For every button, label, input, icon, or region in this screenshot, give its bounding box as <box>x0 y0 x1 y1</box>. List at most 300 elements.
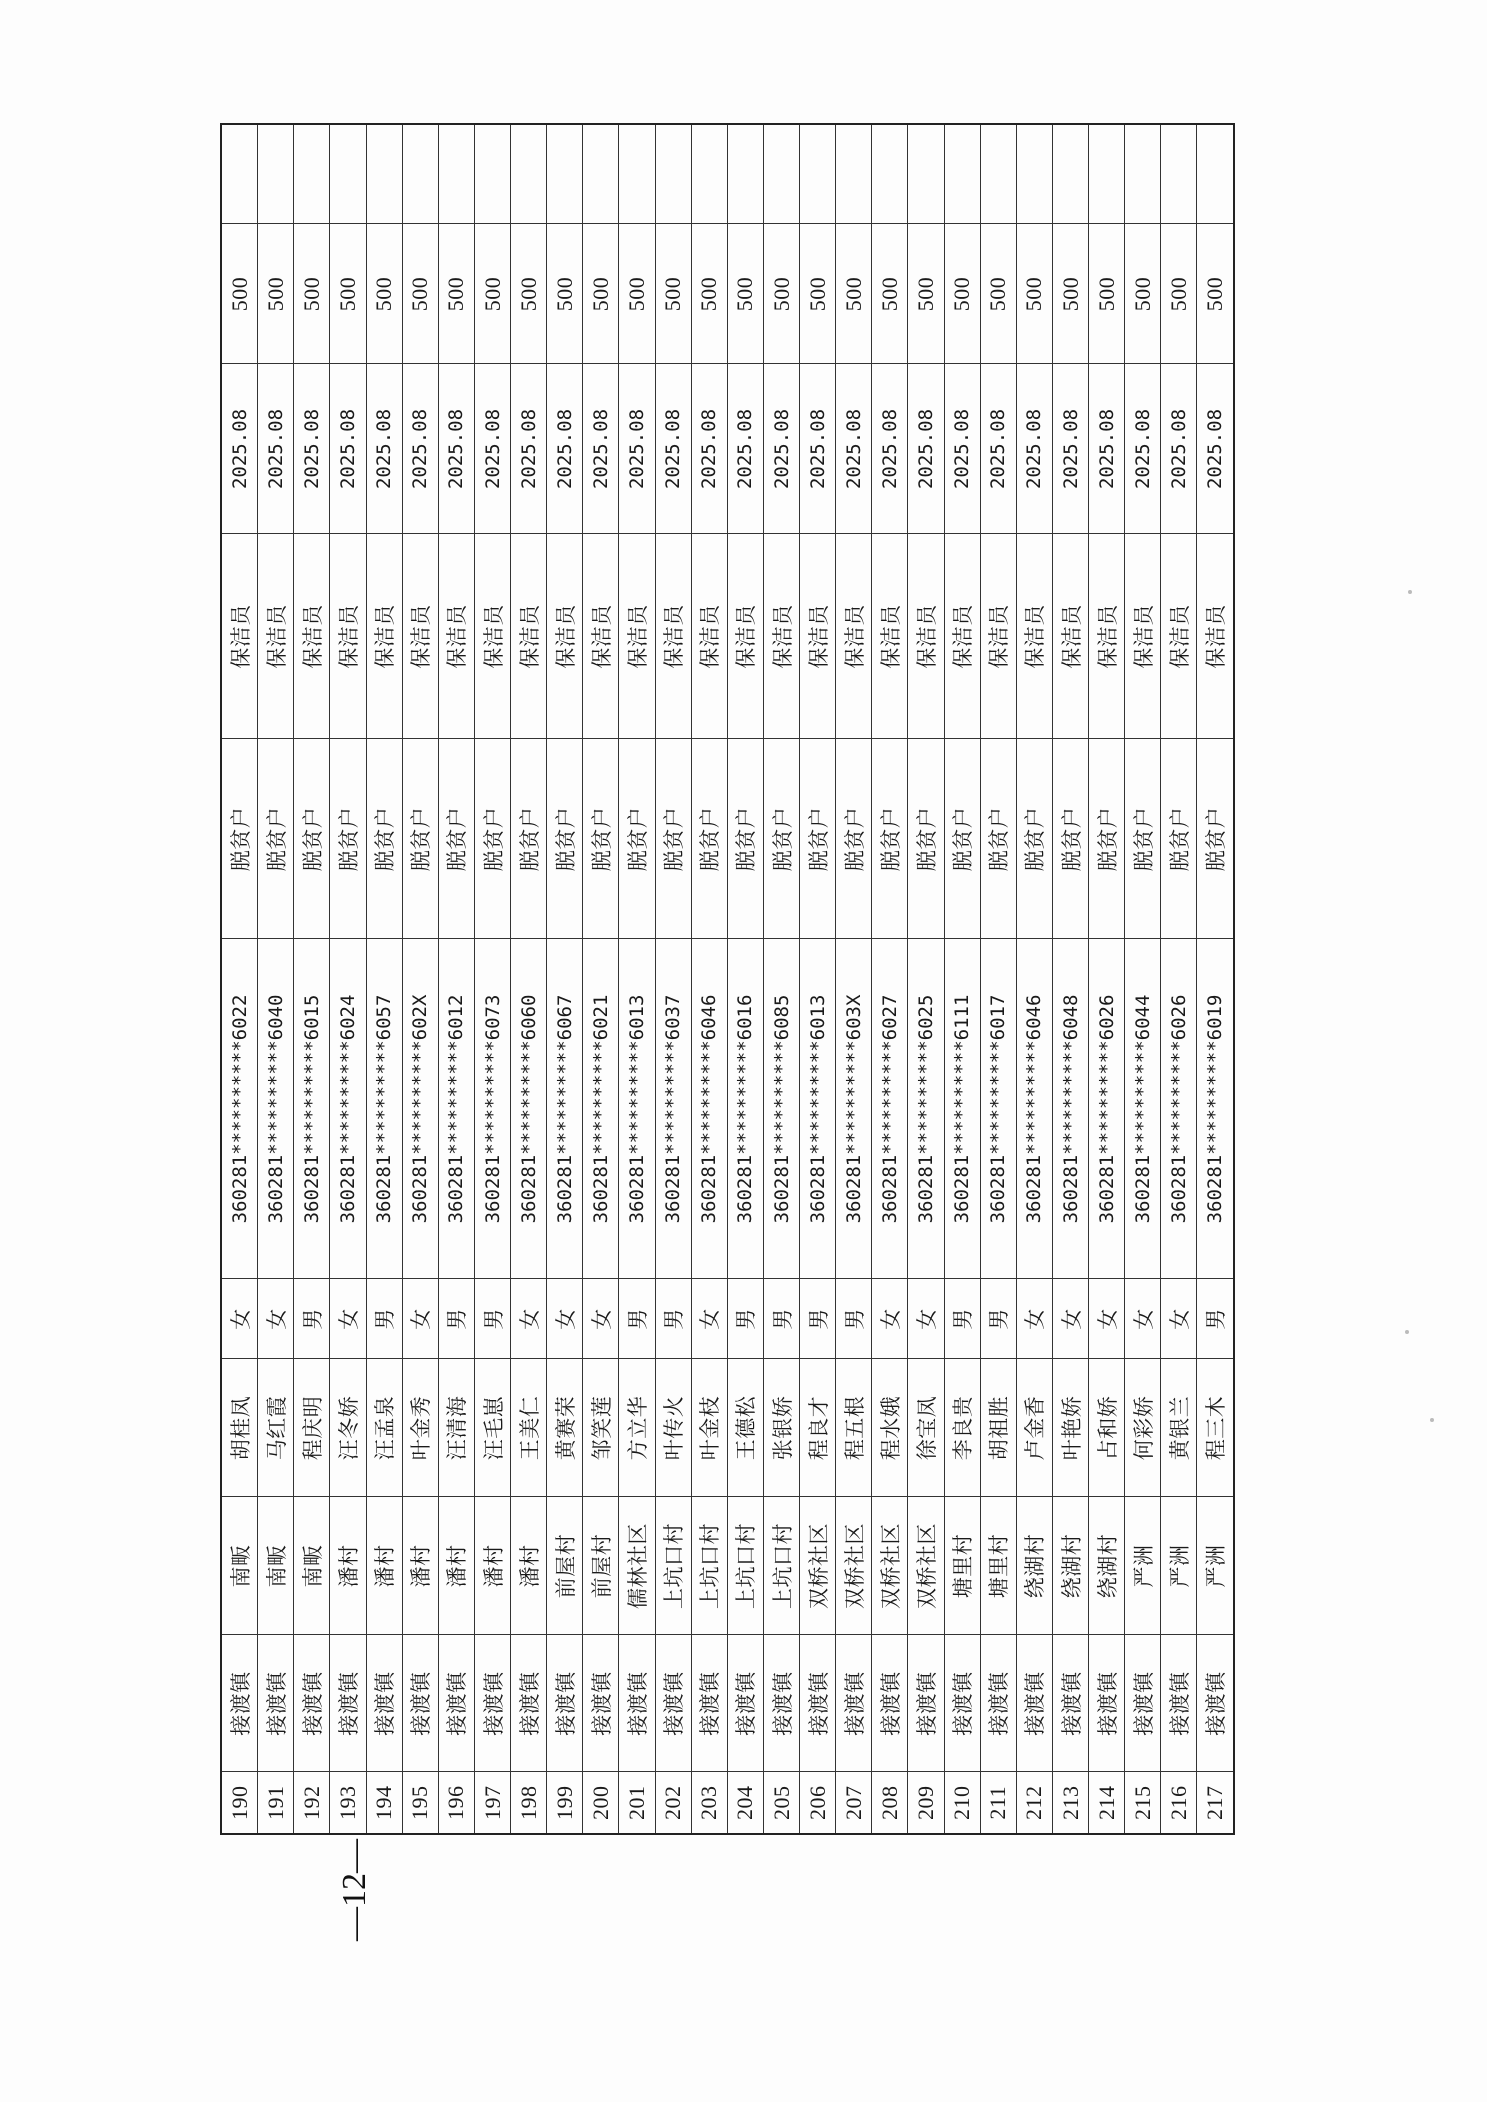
cell-id-number: 360281**********602X <box>402 939 438 1279</box>
cell-town: 接渡镇 <box>366 1635 402 1772</box>
table-row <box>691 124 727 1834</box>
cell-name: 叶艳娇 <box>1052 1359 1088 1497</box>
cell-town: 接渡镇 <box>691 1635 727 1772</box>
cell-amount: 500 <box>438 224 474 364</box>
cell-village: 双桥社区 <box>908 1497 944 1635</box>
cell-gender: 男 <box>980 1279 1016 1359</box>
cell-category: 脱贫户 <box>330 739 366 939</box>
cell-village: 潘村 <box>366 1497 402 1635</box>
cell-category: 脱贫户 <box>980 739 1016 939</box>
cell-blank <box>583 124 619 224</box>
cell-name: 叶传火 <box>655 1359 691 1497</box>
cell-date: 2025.08 <box>583 364 619 534</box>
cell-name: 汪冬娇 <box>330 1359 366 1497</box>
cell-name: 胡桂凤 <box>221 1359 258 1497</box>
cell-amount: 500 <box>1161 224 1197 364</box>
cell-town: 接渡镇 <box>836 1635 872 1772</box>
cell-village: 潘村 <box>511 1497 547 1635</box>
cell-post: 保洁员 <box>1197 534 1234 739</box>
cell-category: 脱贫户 <box>1016 739 1052 939</box>
cell-date: 2025.08 <box>980 364 1016 534</box>
cell-id-number: 360281**********6022 <box>221 939 258 1279</box>
roster-table <box>220 123 1235 1835</box>
cell-category: 脱贫户 <box>258 739 294 939</box>
cell-amount: 500 <box>294 224 330 364</box>
cell-village: 潘村 <box>438 1497 474 1635</box>
cell-town: 接渡镇 <box>438 1635 474 1772</box>
cell-no: 212 <box>1016 1772 1052 1834</box>
cell-post: 保洁员 <box>583 534 619 739</box>
cell-no: 194 <box>366 1772 402 1834</box>
cell-id-number: 360281**********6057 <box>366 939 402 1279</box>
cell-gender: 男 <box>474 1279 510 1359</box>
cell-town: 接渡镇 <box>800 1635 836 1772</box>
cell-date: 2025.08 <box>655 364 691 534</box>
cell-village: 严洲 <box>1125 1497 1161 1635</box>
cell-town: 接渡镇 <box>1089 1635 1125 1772</box>
cell-date: 2025.08 <box>836 364 872 534</box>
cell-name: 李良贵 <box>944 1359 980 1497</box>
cell-id-number: 360281**********6048 <box>1052 939 1088 1279</box>
cell-no: 198 <box>511 1772 547 1834</box>
cell-name: 王美仁 <box>511 1359 547 1497</box>
cell-no: 211 <box>980 1772 1016 1834</box>
cell-no: 213 <box>1052 1772 1088 1834</box>
cell-name: 卢金香 <box>1016 1359 1052 1497</box>
cell-gender: 男 <box>727 1279 763 1359</box>
cell-post: 保洁员 <box>474 534 510 739</box>
cell-name: 何彩娇 <box>1125 1359 1161 1497</box>
cell-no: 210 <box>944 1772 980 1834</box>
table-row <box>402 124 438 1834</box>
cell-amount: 500 <box>221 224 258 364</box>
cell-blank <box>1016 124 1052 224</box>
cell-amount: 500 <box>691 224 727 364</box>
cell-village: 塘里村 <box>980 1497 1016 1635</box>
cell-id-number: 360281**********6060 <box>511 939 547 1279</box>
cell-gender: 男 <box>944 1279 980 1359</box>
cell-amount: 500 <box>402 224 438 364</box>
cell-blank <box>908 124 944 224</box>
cell-category: 脱贫户 <box>727 739 763 939</box>
cell-date: 2025.08 <box>908 364 944 534</box>
cell-name: 程良才 <box>800 1359 836 1497</box>
cell-amount: 500 <box>547 224 583 364</box>
cell-village: 塘里村 <box>944 1497 980 1635</box>
cell-category: 脱贫户 <box>438 739 474 939</box>
cell-town: 接渡镇 <box>1052 1635 1088 1772</box>
cell-post: 保洁员 <box>763 534 799 739</box>
cell-category: 脱贫户 <box>908 739 944 939</box>
cell-town: 接渡镇 <box>655 1635 691 1772</box>
cell-blank <box>1161 124 1197 224</box>
cell-category: 脱贫户 <box>1125 739 1161 939</box>
cell-no: 190 <box>221 1772 258 1834</box>
cell-amount: 500 <box>583 224 619 364</box>
page-number-text: —12— <box>336 1839 373 1941</box>
cell-post: 保洁员 <box>727 534 763 739</box>
cell-id-number: 360281**********6046 <box>691 939 727 1279</box>
cell-post: 保洁员 <box>330 534 366 739</box>
cell-no: 217 <box>1197 1772 1234 1834</box>
cell-date: 2025.08 <box>402 364 438 534</box>
cell-no: 205 <box>763 1772 799 1834</box>
cell-town: 接渡镇 <box>908 1635 944 1772</box>
cell-town: 接渡镇 <box>402 1635 438 1772</box>
cell-id-number: 360281**********603X <box>836 939 872 1279</box>
table-row <box>944 124 980 1834</box>
cell-id-number: 360281**********6026 <box>1161 939 1197 1279</box>
cell-date: 2025.08 <box>691 364 727 534</box>
cell-post: 保洁员 <box>1125 534 1161 739</box>
cell-post: 保洁员 <box>438 534 474 739</box>
cell-town: 接渡镇 <box>944 1635 980 1772</box>
cell-post: 保洁员 <box>619 534 655 739</box>
cell-gender: 女 <box>547 1279 583 1359</box>
roster-table-body <box>221 124 1234 1834</box>
cell-id-number: 360281**********6046 <box>1016 939 1052 1279</box>
cell-amount: 500 <box>944 224 980 364</box>
cell-amount: 500 <box>727 224 763 364</box>
cell-blank <box>872 124 908 224</box>
cell-amount: 500 <box>511 224 547 364</box>
cell-town: 接渡镇 <box>258 1635 294 1772</box>
cell-no: 200 <box>583 1772 619 1834</box>
cell-id-number: 360281**********6040 <box>258 939 294 1279</box>
table-row <box>221 124 258 1834</box>
cell-name: 王德松 <box>727 1359 763 1497</box>
cell-post: 保洁员 <box>1016 534 1052 739</box>
cell-town: 接渡镇 <box>294 1635 330 1772</box>
cell-post: 保洁员 <box>1089 534 1125 739</box>
cell-amount: 500 <box>1197 224 1234 364</box>
rotated-table-wrapper <box>220 125 1235 1835</box>
cell-id-number: 360281**********6019 <box>1197 939 1234 1279</box>
cell-amount: 500 <box>474 224 510 364</box>
cell-blank <box>619 124 655 224</box>
cell-village: 潘村 <box>474 1497 510 1635</box>
cell-blank <box>511 124 547 224</box>
cell-category: 脱贫户 <box>836 739 872 939</box>
cell-blank <box>258 124 294 224</box>
cell-village: 双桥社区 <box>800 1497 836 1635</box>
cell-no: 195 <box>402 1772 438 1834</box>
cell-name: 程庆明 <box>294 1359 330 1497</box>
cell-town: 接渡镇 <box>1197 1635 1234 1772</box>
cell-blank <box>438 124 474 224</box>
cell-category: 脱贫户 <box>294 739 330 939</box>
table-row <box>366 124 402 1834</box>
table-row <box>980 124 1016 1834</box>
cell-blank <box>366 124 402 224</box>
cell-gender: 女 <box>1052 1279 1088 1359</box>
cell-gender: 男 <box>800 1279 836 1359</box>
cell-date: 2025.08 <box>330 364 366 534</box>
cell-village: 上坑口村 <box>655 1497 691 1635</box>
cell-gender: 男 <box>836 1279 872 1359</box>
cell-name: 叶金枝 <box>691 1359 727 1497</box>
cell-category: 脱贫户 <box>366 739 402 939</box>
cell-gender: 男 <box>1197 1279 1234 1359</box>
cell-date: 2025.08 <box>366 364 402 534</box>
cell-category: 脱贫户 <box>1197 739 1234 939</box>
table-row <box>872 124 908 1834</box>
table-row <box>294 124 330 1834</box>
cell-blank <box>980 124 1016 224</box>
cell-no: 207 <box>836 1772 872 1834</box>
cell-gender: 女 <box>1016 1279 1052 1359</box>
cell-no: 214 <box>1089 1772 1125 1834</box>
cell-village: 双桥社区 <box>872 1497 908 1635</box>
cell-no: 203 <box>691 1772 727 1834</box>
cell-id-number: 360281**********6026 <box>1089 939 1125 1279</box>
cell-id-number: 360281**********6013 <box>619 939 655 1279</box>
cell-id-number: 360281**********6025 <box>908 939 944 1279</box>
cell-name: 汪孟泉 <box>366 1359 402 1497</box>
table-row <box>727 124 763 1834</box>
cell-date: 2025.08 <box>727 364 763 534</box>
cell-gender: 女 <box>221 1279 258 1359</box>
cell-id-number: 360281**********6021 <box>583 939 619 1279</box>
cell-date: 2025.08 <box>258 364 294 534</box>
table-row <box>511 124 547 1834</box>
table-row <box>258 124 294 1834</box>
cell-id-number: 360281**********6013 <box>800 939 836 1279</box>
cell-no: 209 <box>908 1772 944 1834</box>
cell-no: 215 <box>1125 1772 1161 1834</box>
cell-blank <box>474 124 510 224</box>
cell-town: 接渡镇 <box>727 1635 763 1772</box>
cell-name: 程五根 <box>836 1359 872 1497</box>
cell-post: 保洁员 <box>511 534 547 739</box>
cell-gender: 女 <box>583 1279 619 1359</box>
cell-date: 2025.08 <box>294 364 330 534</box>
cell-gender: 男 <box>438 1279 474 1359</box>
cell-post: 保洁员 <box>980 534 1016 739</box>
scan-speck <box>1430 1418 1434 1422</box>
cell-village: 潘村 <box>330 1497 366 1635</box>
cell-village: 潘村 <box>402 1497 438 1635</box>
cell-date: 2025.08 <box>944 364 980 534</box>
cell-post: 保洁员 <box>944 534 980 739</box>
cell-id-number: 360281**********6017 <box>980 939 1016 1279</box>
cell-id-number: 360281**********6015 <box>294 939 330 1279</box>
cell-gender: 男 <box>294 1279 330 1359</box>
cell-town: 接渡镇 <box>980 1635 1016 1772</box>
cell-id-number: 360281**********6016 <box>727 939 763 1279</box>
cell-category: 脱贫户 <box>402 739 438 939</box>
cell-blank <box>547 124 583 224</box>
cell-blank <box>402 124 438 224</box>
cell-town: 接渡镇 <box>1016 1635 1052 1772</box>
table-row <box>1016 124 1052 1834</box>
cell-no: 193 <box>330 1772 366 1834</box>
cell-no: 208 <box>872 1772 908 1834</box>
cell-gender: 女 <box>1161 1279 1197 1359</box>
cell-id-number: 360281**********6027 <box>872 939 908 1279</box>
cell-blank <box>294 124 330 224</box>
cell-id-number: 360281**********6012 <box>438 939 474 1279</box>
cell-date: 2025.08 <box>619 364 655 534</box>
cell-no: 192 <box>294 1772 330 1834</box>
cell-category: 脱贫户 <box>800 739 836 939</box>
table-row <box>1089 124 1125 1834</box>
cell-category: 脱贫户 <box>763 739 799 939</box>
cell-blank <box>691 124 727 224</box>
scan-speck <box>1408 590 1412 594</box>
cell-name: 程水娥 <box>872 1359 908 1497</box>
cell-category: 脱贫户 <box>691 739 727 939</box>
cell-amount: 500 <box>908 224 944 364</box>
cell-id-number: 360281**********6073 <box>474 939 510 1279</box>
table-row <box>330 124 366 1834</box>
cell-village: 双桥社区 <box>836 1497 872 1635</box>
cell-name: 程三木 <box>1197 1359 1234 1497</box>
cell-name: 马红霞 <box>258 1359 294 1497</box>
cell-amount: 500 <box>1089 224 1125 364</box>
cell-category: 脱贫户 <box>944 739 980 939</box>
cell-amount: 500 <box>763 224 799 364</box>
cell-post: 保洁员 <box>836 534 872 739</box>
cell-blank <box>330 124 366 224</box>
cell-amount: 500 <box>655 224 691 364</box>
cell-id-number: 360281**********6111 <box>944 939 980 1279</box>
cell-no: 204 <box>727 1772 763 1834</box>
cell-date: 2025.08 <box>511 364 547 534</box>
scan-speck <box>1405 1330 1409 1334</box>
cell-post: 保洁员 <box>221 534 258 739</box>
table-row <box>908 124 944 1834</box>
cell-post: 保洁员 <box>1052 534 1088 739</box>
cell-no: 196 <box>438 1772 474 1834</box>
cell-gender: 女 <box>872 1279 908 1359</box>
cell-post: 保洁员 <box>872 534 908 739</box>
cell-name: 占和娇 <box>1089 1359 1125 1497</box>
cell-village: 绕湖村 <box>1089 1497 1125 1635</box>
cell-town: 接渡镇 <box>221 1635 258 1772</box>
cell-gender: 女 <box>691 1279 727 1359</box>
cell-gender: 女 <box>258 1279 294 1359</box>
cell-id-number: 360281**********6024 <box>330 939 366 1279</box>
cell-gender: 男 <box>366 1279 402 1359</box>
cell-date: 2025.08 <box>1125 364 1161 534</box>
table-row <box>1125 124 1161 1834</box>
cell-town: 接渡镇 <box>511 1635 547 1772</box>
table-row <box>619 124 655 1834</box>
cell-amount: 500 <box>330 224 366 364</box>
cell-village: 儒林社区 <box>619 1497 655 1635</box>
cell-name: 汪清海 <box>438 1359 474 1497</box>
cell-gender: 女 <box>1125 1279 1161 1359</box>
cell-gender: 男 <box>619 1279 655 1359</box>
cell-id-number: 360281**********6067 <box>547 939 583 1279</box>
cell-post: 保洁员 <box>402 534 438 739</box>
cell-gender: 女 <box>1089 1279 1125 1359</box>
cell-post: 保洁员 <box>691 534 727 739</box>
cell-amount: 500 <box>366 224 402 364</box>
cell-category: 脱贫户 <box>1052 739 1088 939</box>
cell-amount: 500 <box>980 224 1016 364</box>
cell-village: 严洲 <box>1161 1497 1197 1635</box>
cell-amount: 500 <box>836 224 872 364</box>
cell-id-number: 360281**********6085 <box>763 939 799 1279</box>
cell-date: 2025.08 <box>1052 364 1088 534</box>
cell-town: 接渡镇 <box>763 1635 799 1772</box>
cell-blank <box>1089 124 1125 224</box>
cell-date: 2025.08 <box>872 364 908 534</box>
cell-post: 保洁员 <box>655 534 691 739</box>
cell-name: 叶金秀 <box>402 1359 438 1497</box>
cell-name: 黄赛荣 <box>547 1359 583 1497</box>
cell-post: 保洁员 <box>908 534 944 739</box>
cell-date: 2025.08 <box>438 364 474 534</box>
cell-village: 南畈 <box>294 1497 330 1635</box>
table-row <box>800 124 836 1834</box>
cell-village: 南畈 <box>258 1497 294 1635</box>
cell-amount: 500 <box>800 224 836 364</box>
cell-name: 邹笑莲 <box>583 1359 619 1497</box>
cell-blank <box>944 124 980 224</box>
cell-gender: 女 <box>511 1279 547 1359</box>
cell-no: 202 <box>655 1772 691 1834</box>
cell-amount: 500 <box>1125 224 1161 364</box>
cell-category: 脱贫户 <box>655 739 691 939</box>
cell-town: 接渡镇 <box>1125 1635 1161 1772</box>
cell-name: 黄银兰 <box>1161 1359 1197 1497</box>
cell-id-number: 360281**********6044 <box>1125 939 1161 1279</box>
cell-town: 接渡镇 <box>330 1635 366 1772</box>
page-number <box>335 1830 375 1950</box>
cell-amount: 500 <box>1052 224 1088 364</box>
cell-village: 绕湖村 <box>1016 1497 1052 1635</box>
cell-gender: 女 <box>908 1279 944 1359</box>
cell-gender: 女 <box>402 1279 438 1359</box>
cell-name: 胡祖胜 <box>980 1359 1016 1497</box>
table-row <box>1161 124 1197 1834</box>
table-row <box>438 124 474 1834</box>
table-row <box>836 124 872 1834</box>
cell-blank <box>800 124 836 224</box>
cell-date: 2025.08 <box>547 364 583 534</box>
cell-post: 保洁员 <box>1161 534 1197 739</box>
cell-town: 接渡镇 <box>474 1635 510 1772</box>
cell-village: 上坑口村 <box>763 1497 799 1635</box>
cell-village: 前屋村 <box>547 1497 583 1635</box>
cell-post: 保洁员 <box>366 534 402 739</box>
cell-date: 2025.08 <box>1016 364 1052 534</box>
cell-gender: 男 <box>763 1279 799 1359</box>
cell-village: 南畈 <box>221 1497 258 1635</box>
cell-village: 前屋村 <box>583 1497 619 1635</box>
cell-amount: 500 <box>258 224 294 364</box>
table-row <box>763 124 799 1834</box>
cell-name: 汪毛崽 <box>474 1359 510 1497</box>
cell-name: 张银娇 <box>763 1359 799 1497</box>
cell-category: 脱贫户 <box>872 739 908 939</box>
cell-no: 206 <box>800 1772 836 1834</box>
cell-date: 2025.08 <box>474 364 510 534</box>
cell-village: 严洲 <box>1197 1497 1234 1635</box>
cell-town: 接渡镇 <box>1161 1635 1197 1772</box>
table-row <box>583 124 619 1834</box>
table-row <box>655 124 691 1834</box>
cell-date: 2025.08 <box>1197 364 1234 534</box>
cell-no: 197 <box>474 1772 510 1834</box>
cell-blank <box>836 124 872 224</box>
cell-no: 201 <box>619 1772 655 1834</box>
cell-blank <box>655 124 691 224</box>
cell-date: 2025.08 <box>221 364 258 534</box>
